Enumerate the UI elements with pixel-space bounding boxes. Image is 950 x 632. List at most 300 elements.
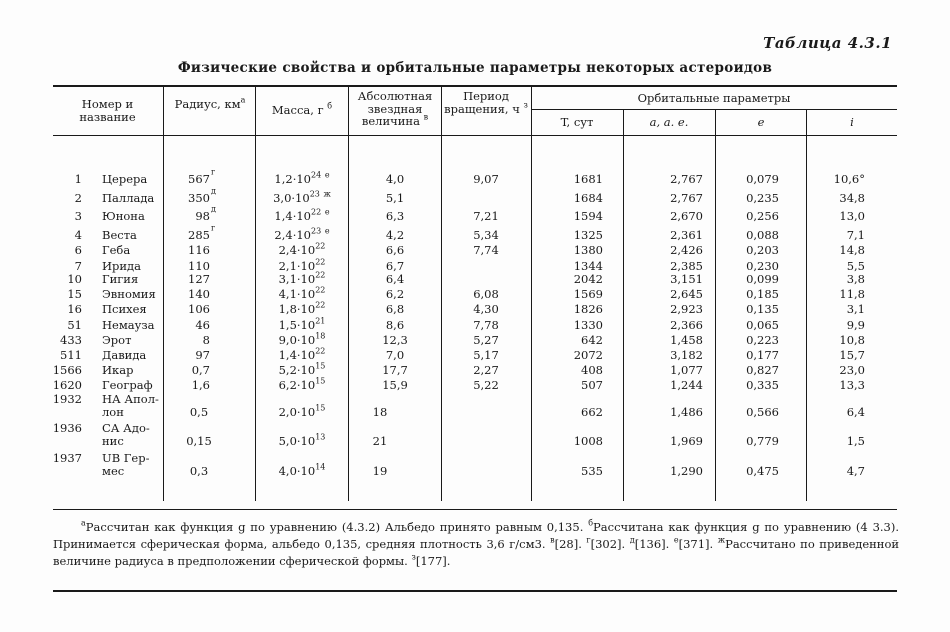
cell-e [717, 191, 779, 205]
magnitude-value: 5,1 [385, 191, 405, 205]
magnitude-value: 18 [372, 405, 388, 419]
radius-value: 8 [202, 333, 210, 347]
footnote-text: Рассчитано по приведенной величине радиуса в предположении сферической формы. [53, 537, 900, 568]
asteroid-name: Юнона [102, 209, 145, 223]
asteroid-number: 7 [74, 259, 82, 273]
cell-a [625, 191, 703, 205]
cell-radius [170, 209, 210, 223]
footnote-mark: з [411, 552, 416, 562]
header-number-name [60, 98, 155, 123]
T-value: 1684 [573, 191, 603, 205]
cell-i [808, 209, 865, 223]
i-value: 11,8 [839, 287, 865, 301]
radius-value: 98 [195, 209, 210, 223]
cell-e [717, 434, 779, 448]
footnote-mark: в [550, 535, 555, 545]
header-mass [258, 101, 346, 117]
cell-mass [258, 464, 346, 478]
T-value: 662 [581, 405, 603, 419]
asteroid-number: 15 [67, 287, 82, 301]
header-a: a, а. е. [649, 115, 689, 129]
cell-i [808, 272, 865, 286]
cell-number [50, 191, 82, 205]
column-divider [348, 87, 349, 501]
mass-exponent: 15 [315, 361, 326, 371]
cell-mass [258, 434, 346, 448]
cell-e [717, 318, 779, 332]
cell-mass [258, 272, 346, 286]
cell-a [625, 172, 703, 186]
cell-a [625, 228, 703, 242]
T-value: 1008 [573, 434, 603, 448]
T-value: 2072 [573, 348, 603, 362]
header-radius-text: Радиус, км [174, 97, 241, 111]
cell-radius [170, 228, 210, 242]
e-value: 0,335 [746, 378, 779, 392]
asteroid-name-part1: НА Апол- [102, 392, 159, 406]
asteroid-name-part1: UB Гер- [102, 451, 150, 465]
mass-mantissa: 4,1·10 [278, 287, 316, 301]
period-value: 5,34 [473, 228, 499, 242]
cell-a [625, 259, 703, 273]
mass-exponent: 22 [311, 207, 322, 217]
cell-name [102, 333, 162, 347]
cell-a [625, 464, 703, 478]
period-value: 7,78 [473, 318, 499, 332]
header-orbital-parameters: Орбитальные параметры [637, 91, 791, 105]
period-value: 4,30 [473, 302, 499, 316]
radius-value: 0,5 [189, 405, 209, 419]
asteroid-number: 1937 [52, 451, 82, 465]
i-value: 13,0 [839, 209, 865, 223]
i-value: 3,1 [846, 302, 865, 316]
asteroid-name: Геба [102, 243, 131, 257]
cell-e [717, 243, 779, 257]
asteroid-name-part2: мес [102, 464, 125, 478]
cell-a [625, 243, 703, 257]
cell-a [625, 287, 703, 301]
mass-mantissa: 6,2·10 [278, 378, 316, 392]
cell-period [443, 348, 529, 362]
i-value: 10,6° [833, 172, 865, 186]
cell-T [533, 348, 603, 362]
asteroid-number: 10 [67, 272, 82, 286]
cell-e [717, 363, 779, 377]
i-value: 3,8 [846, 272, 865, 286]
asteroid-name-part1: СА Адо- [102, 421, 150, 435]
cell-e [717, 228, 779, 242]
magnitude-value: 17,7 [382, 363, 408, 377]
e-value: 0,088 [746, 228, 779, 242]
i-value: 23,0 [839, 363, 865, 377]
asteroid-name-part2: лон [102, 405, 124, 419]
cell-number [50, 348, 82, 362]
cell-a [625, 318, 703, 332]
cell-name [102, 287, 162, 301]
T-value: 1344 [573, 259, 603, 273]
cell-i [808, 434, 865, 448]
cell-mass [258, 259, 346, 273]
radius-value: 0,15 [186, 434, 212, 448]
T-value: 408 [581, 363, 603, 377]
cell-T [533, 243, 603, 257]
cell-e [717, 302, 779, 316]
mass-ref: ж [323, 189, 331, 199]
cell-name [102, 318, 162, 332]
i-value: 4,7 [846, 464, 865, 478]
mass-mantissa: 9,0·10 [278, 333, 316, 347]
cell-mass [258, 363, 346, 377]
cell-mass [258, 172, 346, 186]
cell-a [625, 333, 703, 347]
cell-radius [170, 333, 210, 347]
cell-i [808, 333, 865, 347]
mass-exponent: 22 [315, 270, 326, 280]
cell-radius [170, 348, 210, 362]
cell-name [102, 302, 162, 316]
e-value: 0,566 [746, 405, 779, 419]
cell-name [102, 451, 164, 465]
cell-radius [170, 318, 210, 332]
cell-magnitude [351, 191, 439, 205]
asteroid-number: 511 [60, 348, 82, 362]
column-divider [255, 87, 256, 501]
cell-radius [170, 287, 210, 301]
cell-radius-ref [211, 169, 225, 183]
header-period-text: Период вращения, ч [444, 89, 520, 116]
asteroid-number: 3 [74, 209, 82, 223]
table-caption: Физические свойства и орбитальные параметры некоторых астероидов [177, 60, 773, 76]
cell-mass [258, 287, 346, 301]
e-value: 0,065 [746, 318, 779, 332]
cell-magnitude [355, 464, 405, 478]
i-value: 10,8 [839, 333, 865, 347]
footnote-text: [371]. [678, 537, 714, 551]
i-value: 9,9 [846, 318, 865, 332]
cell-magnitude [351, 318, 439, 332]
cell-magnitude [351, 363, 439, 377]
asteroid-number: 1932 [52, 392, 82, 406]
mass-mantissa: 5,2·10 [278, 363, 316, 377]
cell-mass [258, 333, 346, 347]
cell-i [808, 378, 865, 392]
footnote-text: Рассчитан как функция g по уравнению (4.3.2) Альбедо принято равным 0,135. [85, 520, 584, 534]
footnote-mark: д [629, 535, 635, 545]
radius-value: 1,6 [191, 378, 210, 392]
header-i: i [850, 115, 854, 129]
mass-mantissa: 3,1·10 [278, 272, 316, 286]
e-value: 0,099 [746, 272, 779, 286]
T-value: 1681 [573, 172, 603, 186]
footnote-mark: е [673, 535, 679, 545]
footnote [53, 519, 899, 570]
header-magnitude-text: Абсолютная звездная величина [357, 89, 433, 128]
e-value: 0,135 [746, 302, 779, 316]
radius-value: 97 [195, 348, 210, 362]
cell-e [717, 272, 779, 286]
magnitude-value: 6,4 [385, 272, 405, 286]
period-value: 2,27 [473, 363, 499, 377]
period-value: 5,22 [473, 378, 499, 392]
T-value: 1569 [573, 287, 603, 301]
footnote-mark: г [586, 535, 591, 545]
cell-mass [258, 405, 346, 419]
radius-value: 0,3 [189, 464, 209, 478]
T-value: 2042 [573, 272, 603, 286]
footnote-mark: б [588, 518, 594, 528]
cell-name [102, 421, 164, 435]
cell-e [717, 464, 779, 478]
cell-period [443, 363, 529, 377]
a-value: 2,670 [670, 209, 703, 223]
mass-ref: е [324, 170, 330, 180]
mass-mantissa: 5,0·10 [278, 434, 316, 448]
cell-name [102, 259, 162, 273]
cell-a [625, 348, 703, 362]
cell-name-cont [102, 405, 164, 419]
cell-name [102, 272, 162, 286]
cell-a [625, 434, 703, 448]
mass-mantissa: 1,8·10 [278, 302, 316, 316]
asteroid-number: 16 [67, 302, 82, 316]
cell-e [717, 405, 779, 419]
cell-T [533, 259, 603, 273]
radius-value: 110 [188, 259, 210, 273]
cell-mass [258, 348, 346, 362]
period-value: 7,21 [473, 209, 499, 223]
mass-exponent: 14 [315, 462, 326, 472]
cell-e [717, 172, 779, 186]
magnitude-value: 4,0 [385, 172, 405, 186]
header-period-note: з [523, 99, 528, 109]
e-value: 0,256 [746, 209, 779, 223]
cell-magnitude [351, 287, 439, 301]
mass-exponent: 22 [315, 241, 326, 251]
T-value: 535 [581, 464, 603, 478]
magnitude-value: 21 [372, 434, 388, 448]
header-period [443, 90, 529, 115]
cell-number [50, 318, 82, 332]
cell-magnitude [355, 405, 405, 419]
asteroid-name: Давида [102, 348, 147, 362]
header-magnitude-note: в [423, 112, 429, 122]
radius-value: 285 [188, 228, 210, 242]
mass-mantissa: 3,0·10 [273, 191, 310, 205]
cell-number [50, 392, 82, 406]
cell-name-cont [102, 464, 164, 478]
cell-i [808, 405, 865, 419]
i-value: 5,5 [846, 259, 865, 273]
asteroid-number: 1 [74, 172, 82, 186]
header-magnitude [351, 90, 439, 128]
i-value: 7,1 [846, 228, 865, 242]
header-radius-note: а [240, 95, 246, 105]
a-value: 1,290 [670, 464, 703, 478]
orbital-subheader-rule [531, 109, 897, 110]
cell-radius-ref [211, 206, 225, 220]
footnote-text: [177]. [415, 554, 451, 568]
asteroid-name: Гигия [102, 272, 139, 286]
asteroid-name: Веста [102, 228, 137, 242]
asteroid-name: Паллада [102, 191, 155, 205]
cell-magnitude [351, 333, 439, 347]
e-value: 0,185 [746, 287, 779, 301]
e-value: 0,079 [746, 172, 779, 186]
cell-a [625, 378, 703, 392]
cell-magnitude [351, 272, 439, 286]
asteroid-number: 6 [74, 243, 82, 257]
mass-ref: е [324, 207, 330, 217]
cell-period [443, 287, 529, 301]
magnitude-value: 6,2 [385, 287, 405, 301]
mass-exponent: 13 [315, 432, 326, 442]
radius-value: 0,7 [191, 363, 210, 377]
cell-mass [258, 302, 346, 316]
asteroid-name: Географ [102, 378, 153, 392]
a-value: 1,244 [670, 378, 703, 392]
cell-name [102, 348, 162, 362]
T-value: 1330 [573, 318, 603, 332]
radius-value: 127 [188, 272, 210, 286]
cell-a [625, 302, 703, 316]
cell-number [50, 363, 82, 377]
cell-magnitude [351, 228, 439, 242]
asteroid-name: Эрот [102, 333, 132, 347]
asteroid-name: Икар [102, 363, 134, 377]
cell-magnitude [355, 434, 405, 448]
cell-mass [258, 228, 346, 242]
cell-mass [258, 378, 346, 392]
period-value: 9,07 [473, 172, 499, 186]
cell-mass [258, 318, 346, 332]
cell-i [808, 287, 865, 301]
period-value: 5,27 [473, 333, 499, 347]
asteroid-name: Ирида [102, 259, 141, 273]
cell-number [50, 287, 82, 301]
asteroid-number: 1936 [52, 421, 82, 435]
radius-ref: д [211, 186, 216, 196]
cell-e [717, 378, 779, 392]
cell-i [808, 172, 865, 186]
cell-i [808, 464, 865, 478]
cell-number [50, 243, 82, 257]
mass-mantissa: 2,4·10 [278, 243, 316, 257]
cell-number [50, 333, 82, 347]
cell-T [533, 434, 603, 448]
header-radius [172, 95, 248, 111]
cell-number [50, 259, 82, 273]
cell-magnitude [351, 243, 439, 257]
footnote-text: [28]. [554, 537, 582, 551]
asteroid-name: Церера [102, 172, 148, 186]
a-value: 2,366 [670, 318, 703, 332]
cell-mass [258, 243, 346, 257]
cell-T [533, 191, 603, 205]
mass-exponent: 23 [311, 226, 322, 236]
cell-T [533, 405, 603, 419]
table-number: Таблица 4.3.1 [763, 34, 892, 52]
cell-radius [170, 363, 210, 377]
asteroid-name: Психея [102, 302, 147, 316]
cell-T [533, 302, 603, 316]
cell-name [102, 378, 162, 392]
mass-mantissa: 2,0·10 [278, 405, 316, 419]
cell-i [808, 243, 865, 257]
cell-radius [170, 272, 210, 286]
cell-i [808, 363, 865, 377]
cell-period [443, 378, 529, 392]
mass-exponent: 21 [315, 316, 326, 326]
footnote-text: [136]. [634, 537, 670, 551]
asteroid-name-part2: нис [102, 434, 124, 448]
magnitude-value: 6,3 [385, 209, 405, 223]
T-value: 1325 [573, 228, 603, 242]
magnitude-value: 12,3 [382, 333, 408, 347]
radius-value: 567 [188, 172, 210, 186]
cell-i [808, 228, 865, 242]
period-value: 5,17 [473, 348, 499, 362]
mass-exponent: 18 [315, 331, 326, 341]
cell-number [50, 172, 82, 186]
cell-e [717, 348, 779, 362]
cell-radius [170, 464, 228, 478]
cell-T [533, 209, 603, 223]
header-mass-text: Масса, г [271, 103, 324, 117]
mass-exponent: 15 [315, 403, 326, 413]
cell-T [533, 363, 603, 377]
cell-name [102, 209, 162, 223]
magnitude-value: 6,6 [385, 243, 405, 257]
cell-i [808, 318, 865, 332]
a-value: 1,969 [670, 434, 703, 448]
i-value: 14,8 [839, 243, 865, 257]
top-rule [53, 85, 897, 87]
magnitude-value: 4,2 [385, 228, 405, 242]
asteroid-name: Немауза [102, 318, 155, 332]
cell-mass [258, 209, 346, 223]
asteroid-number: 433 [60, 333, 82, 347]
cell-period [443, 318, 529, 332]
cell-radius [170, 172, 210, 186]
footnote-text: Рассчитана как функция g по уравнению (4 3.3). Принимается сферическая форма, альбедо 0,135, средняя плотность 3,6 г/см3. [53, 520, 899, 551]
cell-number [50, 421, 82, 435]
cell-magnitude [351, 348, 439, 362]
mass-mantissa: 2,1·10 [278, 259, 316, 273]
i-value: 1,5 [846, 434, 865, 448]
magnitude-value: 6,8 [385, 302, 405, 316]
a-value: 1,077 [670, 363, 703, 377]
mass-mantissa: 1,5·10 [278, 318, 316, 332]
column-divider [531, 87, 532, 501]
cell-mass [258, 191, 346, 205]
mass-mantissa: 4,0·10 [278, 464, 316, 478]
mass-mantissa: 2,4·10 [274, 228, 311, 242]
a-value: 2,361 [670, 228, 703, 242]
header-number-name-text: Номер и название [79, 97, 136, 124]
radius-value: 46 [195, 318, 210, 332]
mass-exponent: 22 [315, 285, 326, 295]
a-value: 2,767 [670, 172, 703, 186]
radius-value: 350 [188, 191, 210, 205]
cell-radius [170, 302, 210, 316]
cell-radius [170, 405, 228, 419]
mass-exponent: 23 [309, 189, 320, 199]
cell-name [102, 243, 162, 257]
cell-period [443, 172, 529, 186]
cell-period [443, 333, 529, 347]
a-value: 2,767 [670, 191, 703, 205]
e-value: 0,827 [746, 363, 779, 377]
